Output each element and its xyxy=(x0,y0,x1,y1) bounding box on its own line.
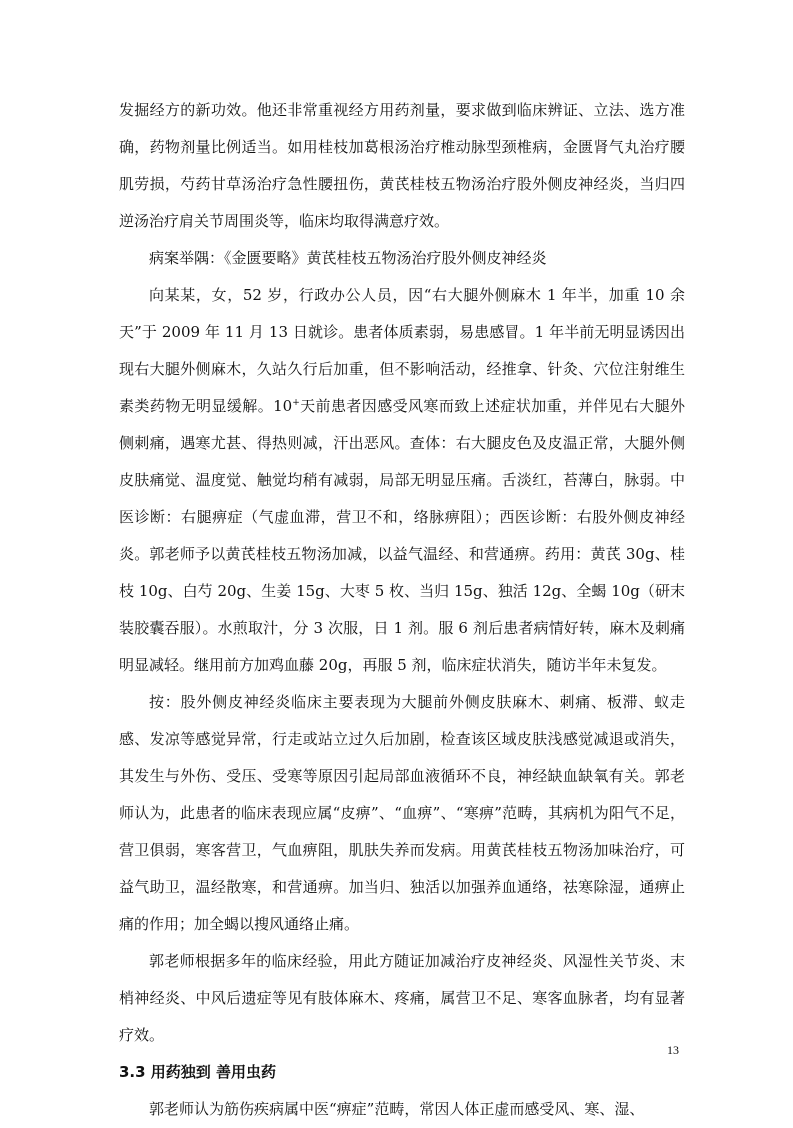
body-text xyxy=(119,92,685,1128)
experience-paragraph: 郭老师根据多年的临床经验，用此方随证加减治疗皮神经炎、风湿性关节炎、末梢神经炎、中风后遗症等见有肢体麻木、疼痛，属营卫不足、寒客血脉者，均有显著疗效。 xyxy=(119,952,685,1044)
case-text-before: 向某某，女，52 岁，行政办公人员，因“右大腿外侧麻木 1 年半，加重 10 余天”于 2009 年 11 月 13 日就诊。患者体质素弱，易患感冒。1 年半前无明显诱因出现右大腿外侧麻木，久站久行后加重，但不影响活动，经推拿、针灸、穴位注射维生素类药物无明显缓解。10 xyxy=(119,286,685,415)
case-text-after: 天前患者因感受风寒而致上述症状加重，并伴见右大腿外侧刺痛，遇寒尤甚、得热则减，汗出恶风。查体：右大腿皮色及皮温正常，大腿外侧皮肤痛觉、温度觉、触觉均稍有减弱，局部无明显压痛。舌淡红，苔薄白，脉弱。中医诊断：右腿痹症（气虚血滞，营卫不和，络脉痹阻）；西医诊断：右股外侧皮神经炎。郭老师予以黄芪桂枝五物汤加减，以益气温经、和营通痹。药用：黄芪 30g、桂枝 10g、白芍 20g、生姜 15g、大枣 5 枚、当归 15g、独活 12g、全蝎 10g（研末装胶囊吞服）。水煎取汁，分 3 次服，日 1 剂。服 6 剂后患者病情好转，麻木及刺痛明显减轻。继用前方加鸡血藤 20g，再服 5 剂，临床症状消失，随访半年未复发。 xyxy=(119,397,685,674)
case-title: 病案举隅：《金匮要略》黄芪桂枝五物汤治疗股外侧皮神经炎 xyxy=(149,249,547,267)
commentary-paragraph: 按：股外侧皮神经炎临床主要表现为大腿前外侧皮肤麻木、刺痛、板滞、蚁走感、发凉等感觉异常，行走或站立过久后加剧，检查该区域皮肤浅感觉减退或消失，其发生与外伤、受压、受寒等原因引起局部血液循环不良，神经缺血缺氧有关。郭老师认为，此患者的临床表现应属“皮痹”、“血痹”、“寒痹”范畴，其病机为阳气不足，营卫俱弱，寒客营卫，气血痹阻，肌肤失养而发病。用黄芪桂枝五物汤加味治疗，可益气助卫，温经散寒，和营通痹。加当归、独活以加强养血通络，祛寒除湿，通痹止痛的作用；加全蝎以搜风通络止痛。 xyxy=(119,693,685,933)
page-number: 13 xyxy=(667,1043,679,1057)
section-heading: 3.3 用药独到 善用虫药 xyxy=(119,1063,277,1081)
paragraph-1: 发掘经方的新功效。他还非常重视经方用药剂量，要求做到临床辨证、立法、选方准确，药物剂量比例适当。如用桂枝加葛根汤治疗椎动脉型颈椎病，金匮肾气丸治疗腰肌劳损，芍药甘草汤治疗急性腰扭伤，黄芪桂枝五物汤治疗股外侧皮神经炎，当归四逆汤治疗肩关节周围炎等，临床均取得满意疗效。 xyxy=(119,101,685,230)
superscript-plus: + xyxy=(292,398,300,408)
last-paragraph: 郭老师认为筋伤疾病属中医“痹症”范畴，常因人体正虚而感受风、寒、湿、 xyxy=(149,1100,645,1118)
case-paragraph xyxy=(119,277,685,684)
